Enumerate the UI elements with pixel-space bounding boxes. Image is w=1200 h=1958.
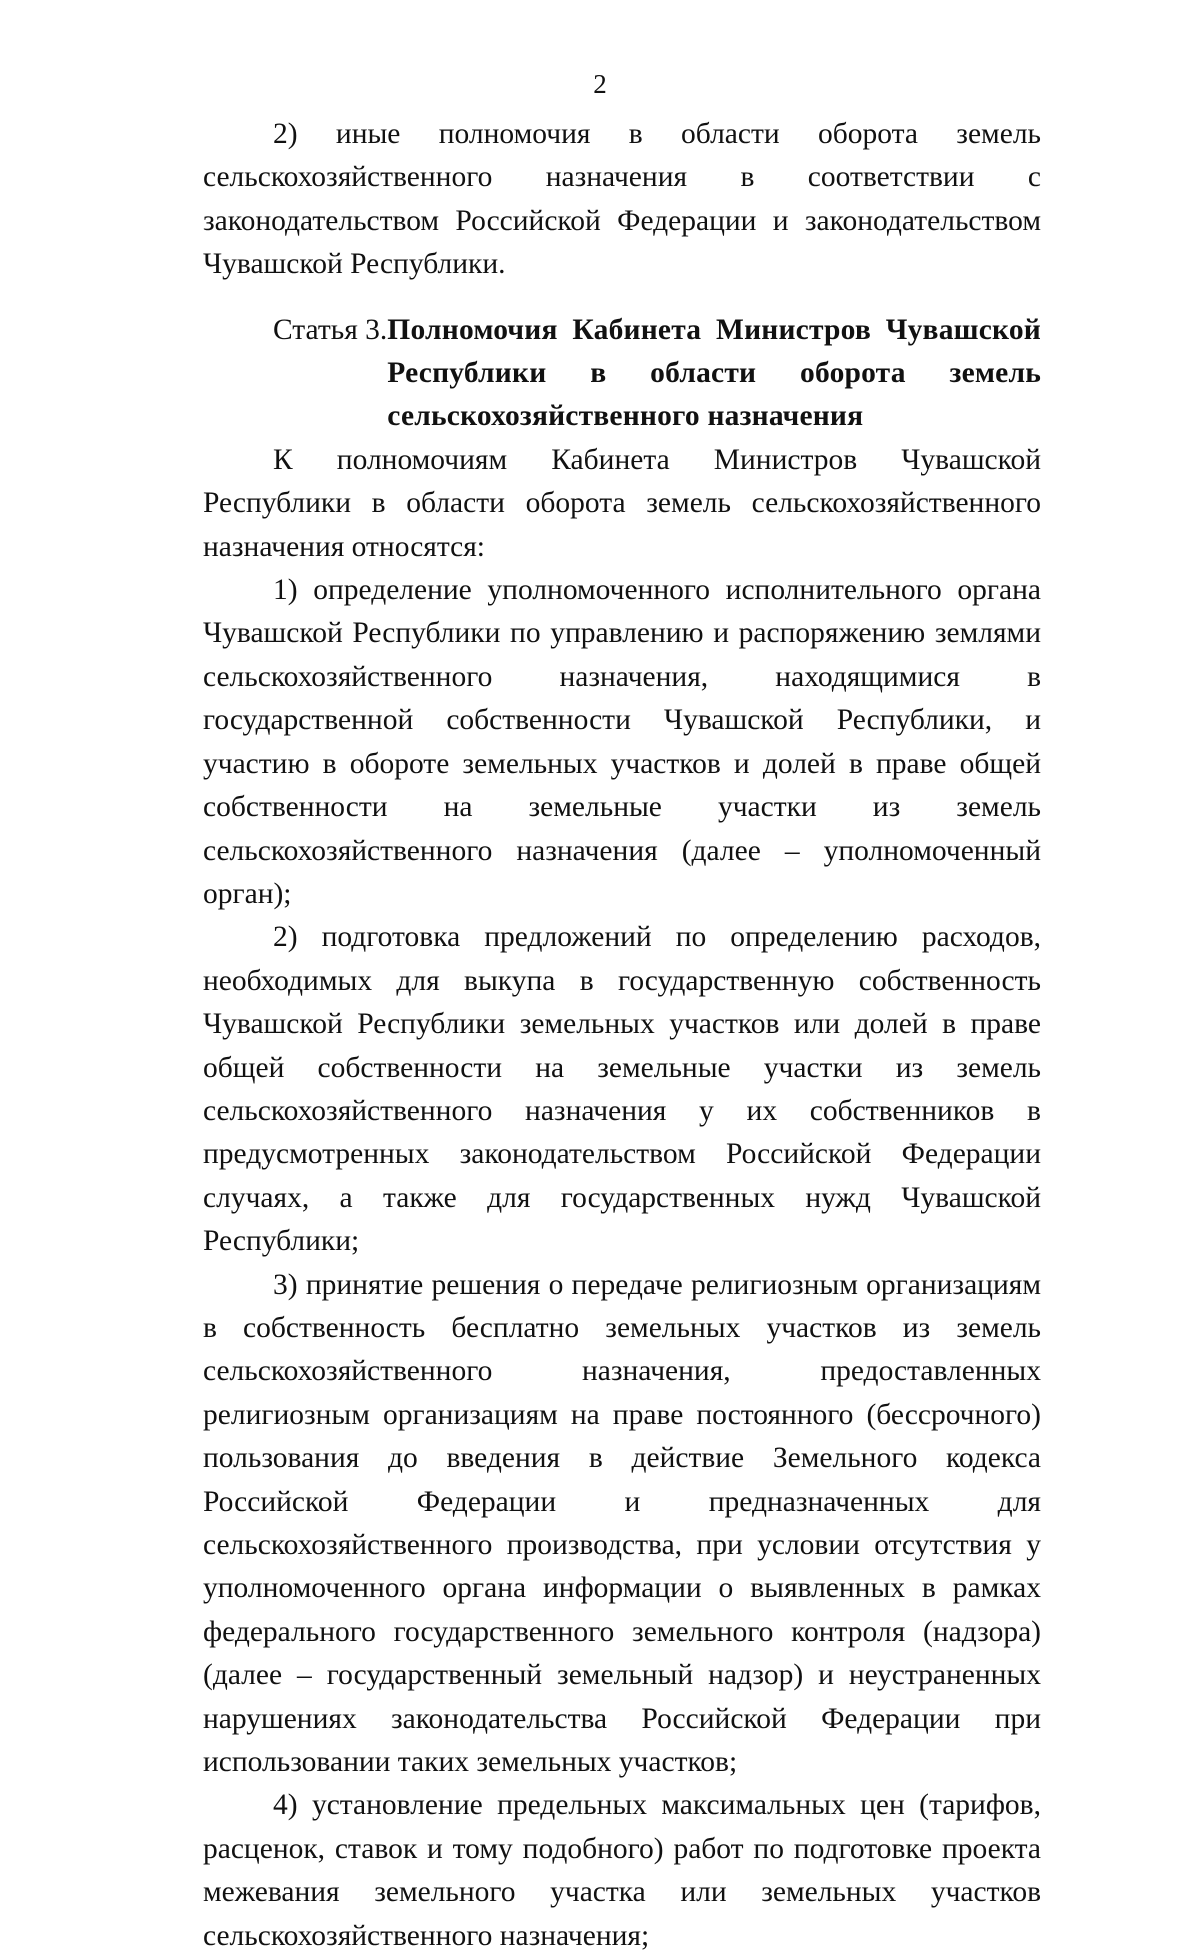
page-number: 2 bbox=[593, 69, 607, 99]
paragraph-item-2-continued: 2) иные полномочия в области оборота земель сельскохозяйственного назначения в соответствии с законодательством Российской Федерации и законодательством Чувашской Республики. bbox=[203, 118, 1041, 281]
article-heading bbox=[203, 309, 1041, 439]
document-body bbox=[203, 113, 1041, 1958]
article-label: Статья 3. bbox=[273, 313, 388, 346]
article-title: Полномочия Кабинета Министров Чувашской Республики в области оборота земель сельскохозяйственного назначения bbox=[387, 313, 1041, 433]
paragraph-intro: К полномочиям Кабинета Министров Чувашской Республики в области оборота земель сельскохозяйственного назначения относятся: bbox=[203, 443, 1041, 563]
paragraph-item-4: 4) установление предельных максимальных цен (тарифов, расценок, ставок и тому подобного) работ по подготовке проекта межевания земельного участка или земельных участков сельскохозяйственного назначения; bbox=[203, 1789, 1041, 1952]
paragraph-item-3: 3) принятие решения о передаче религиозным организациям в собственность бесплатно земельных участков из земель сельскохозяйственного назначения, предоставленных религиозным организациям на праве постоянного (бессрочного) пользования до введения в действие Земельного кодекса Российской Федерации и предназначенных для сельскохозяйственного производства, при условии отсутствия у уполномоченного органа информации о выявленных в рамках федерального государственного земельного контроля (надзора) (далее – государственный земельный надзор) и неустраненных нарушениях законодательства Российской Федерации при использовании таких земельных участков; bbox=[203, 1268, 1041, 1779]
paragraph-item-2: 2) подготовка предложений по определению расходов, необходимых для выкупа в государственную собственность Чувашской Республики земельных участков или долей в праве общей собственности на земельные участки из земель сельскохозяйственного назначения у их собственников в предусмотренных законодательством Российской Федерации случаях, а также для государственных нужд Чувашской Республики; bbox=[203, 921, 1041, 1258]
paragraph-item-1: 1) определение уполномоченного исполнительного органа Чувашской Республики по управлению и распоряжению землями сельскохозяйственного назначения, находящимися в государственной собственности Чувашской Республики, и участию в обороте земельных участков и долей в праве общей собственности на земельные участки из земель сельскохозяйственного назначения (далее – уполномоченный орган); bbox=[203, 574, 1041, 910]
